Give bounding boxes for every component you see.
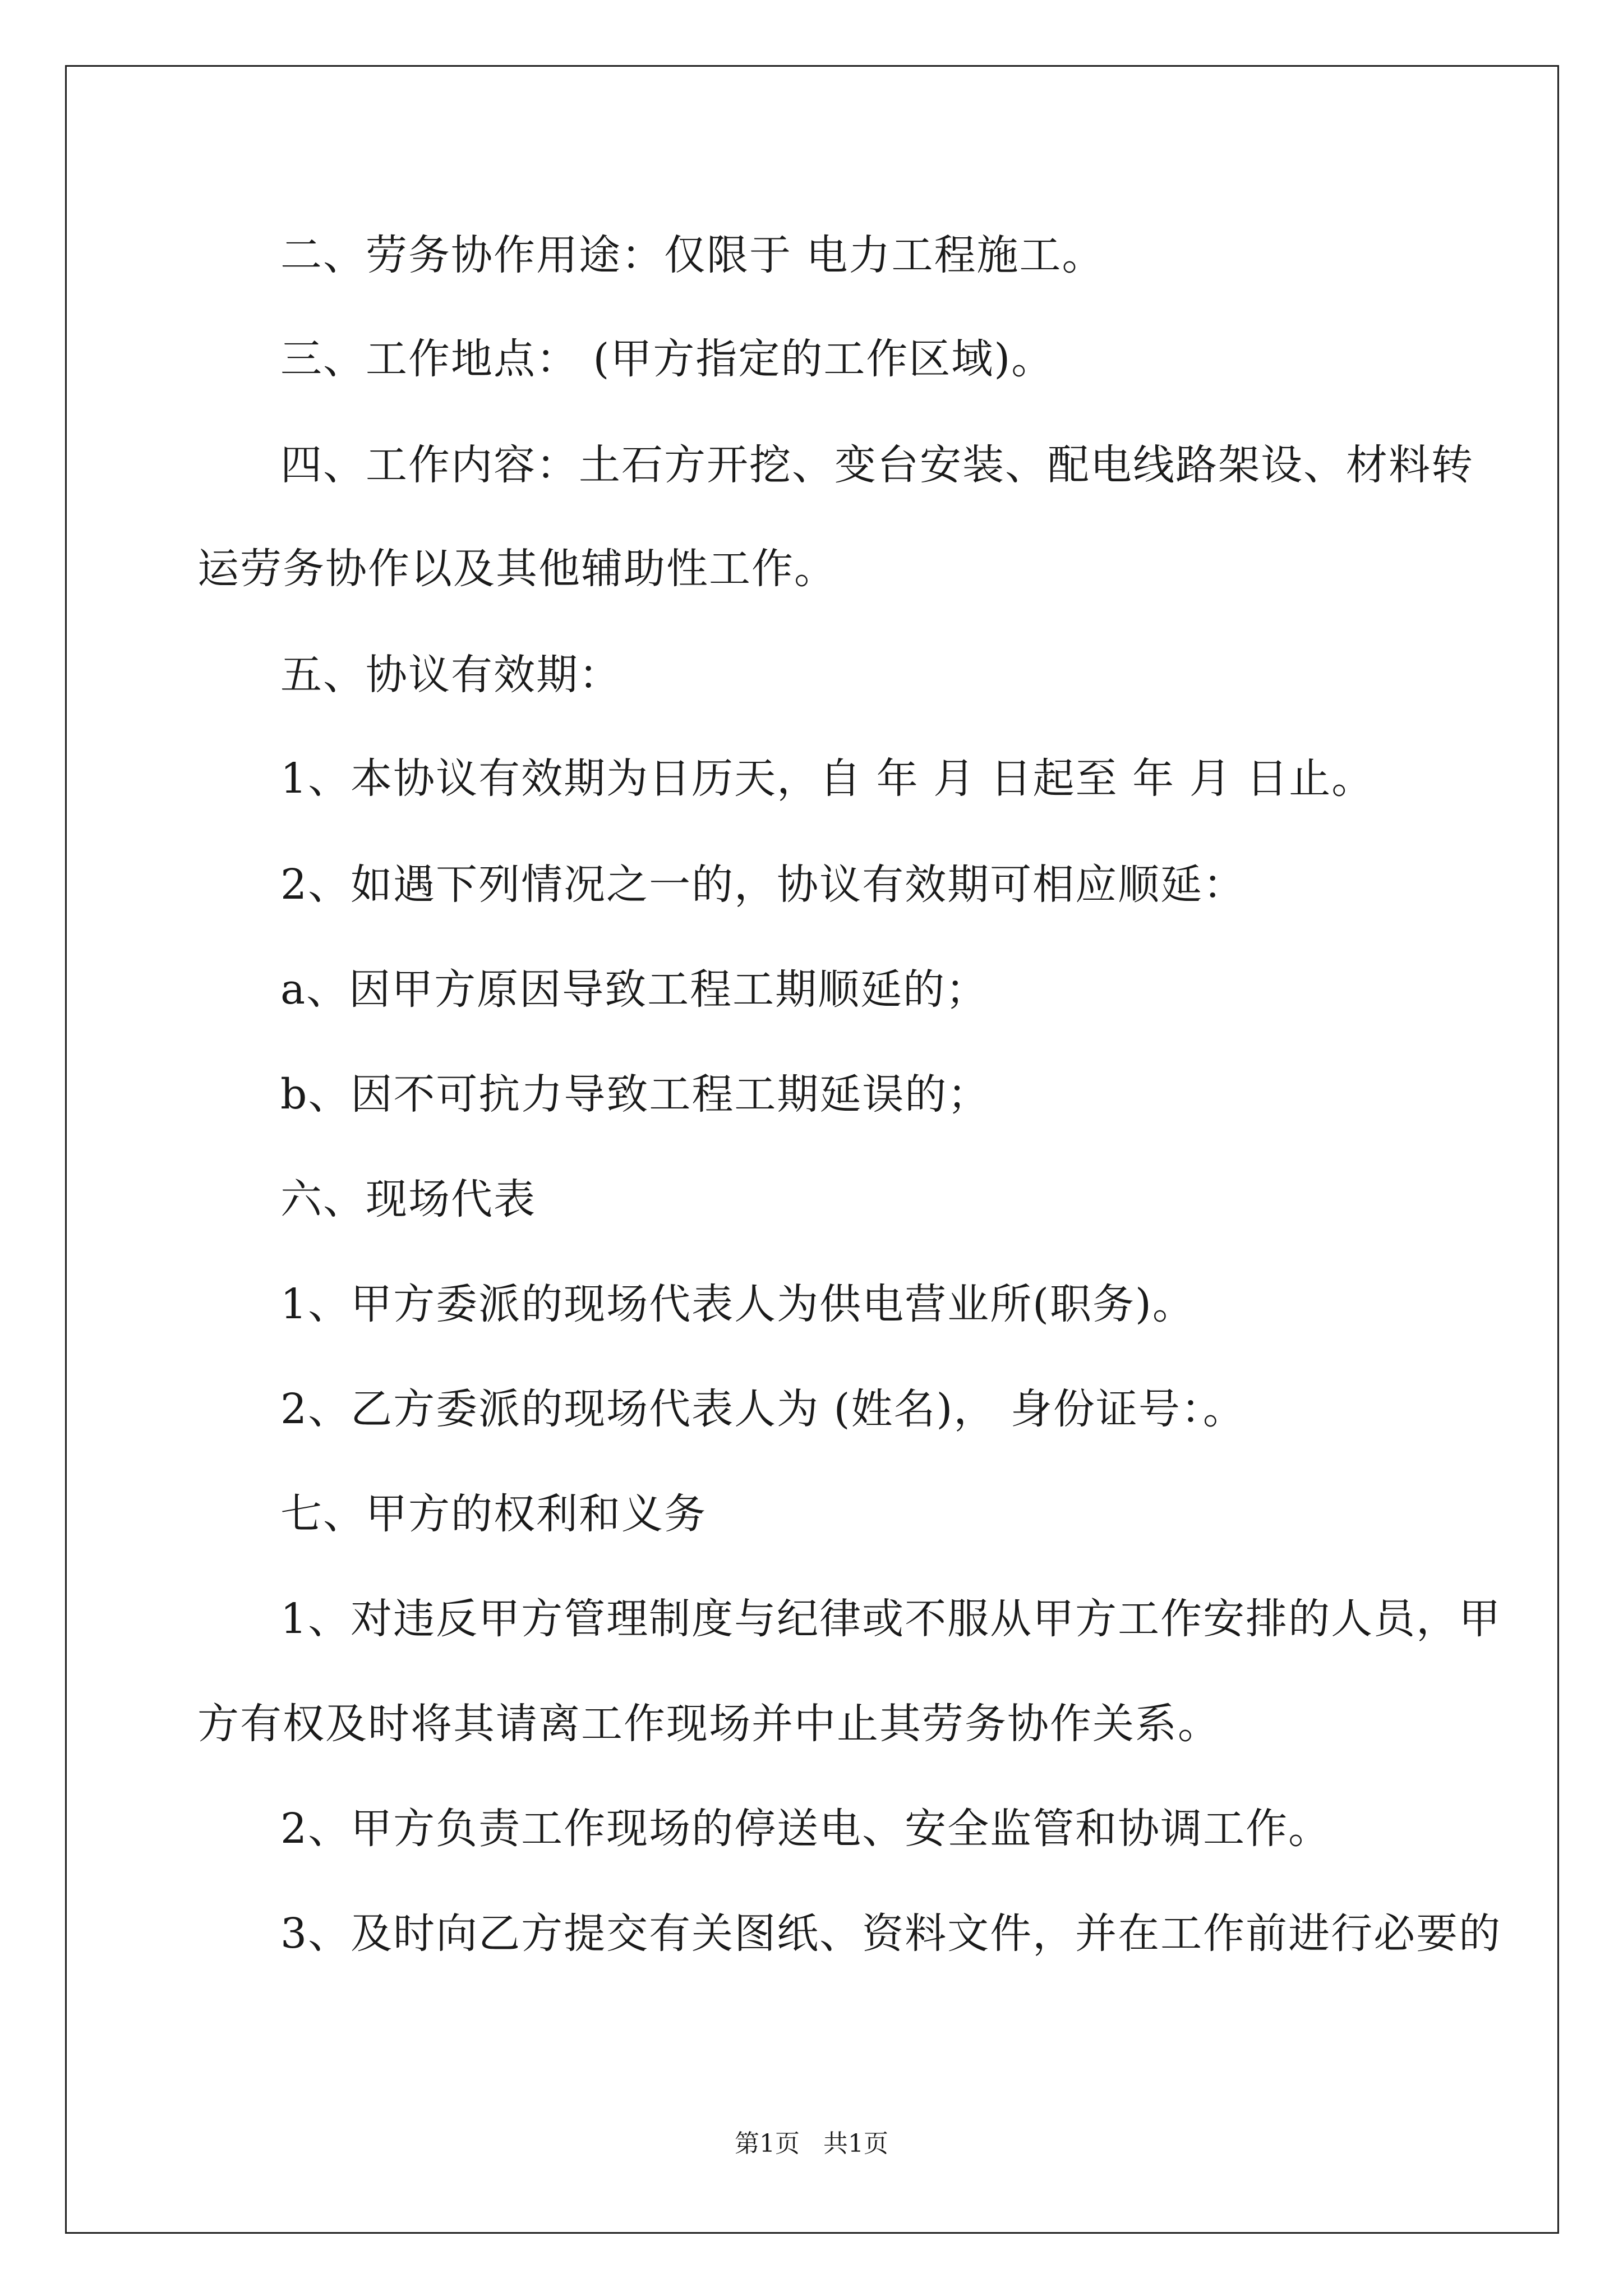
paragraph-line: 四、工作内容：土石方开挖、变台安装、配电线路架设、材料转 [280, 441, 1474, 489]
paragraph-line: 3、及时向乙方提交有关图纸、资料文件，并在工作前进行必要的 [280, 1910, 1502, 1958]
paragraph-line: b、因不可抗力导致工程工期延误的； [280, 1070, 990, 1119]
page-border [65, 65, 1559, 2234]
paragraph-line: 方有权及时将其请离工作现场并中止其劳务协作关系。 [197, 1700, 1220, 1748]
paragraph-line: 二、劳务协作用途：仅限于 电力工程施工。 [280, 231, 1105, 279]
paragraph-line: 五、协议有效期： [280, 651, 621, 699]
paragraph-line: 六、现场代表 [280, 1175, 536, 1223]
paragraph-line: a、因甲方原因导致工程工期顺延的； [280, 965, 989, 1014]
paragraph-line: 三、工作地点： (甲方指定的工作区域)。 [280, 335, 1054, 383]
paragraph-line: 1、对违反甲方管理制度与纪律或不服从甲方工作安排的人员，甲 [280, 1595, 1502, 1643]
paragraph-line: 2、甲方负责工作现场的停送电、安全监管和协调工作。 [280, 1805, 1331, 1853]
paragraph-line: 2、如遇下列情况之一的，协议有效期可相应顺延： [280, 861, 1246, 909]
paragraph-line: 运劳务协作以及其他辅助性工作。 [197, 545, 837, 593]
page-number-footer: 第1页 共1页 [735, 2129, 888, 2158]
paragraph-line: 1、本协议有效期为日历天，自 年 月 日起至 年 月 日止。 [280, 754, 1375, 803]
paragraph-line: 2、乙方委派的现场代表人为 (姓名)， 身份证号：。 [280, 1385, 1246, 1433]
paragraph-line: 七、甲方的权利和义务 [280, 1490, 707, 1538]
paragraph-line: 1、甲方委派的现场代表人为供电营业所(职务)。 [280, 1280, 1195, 1328]
